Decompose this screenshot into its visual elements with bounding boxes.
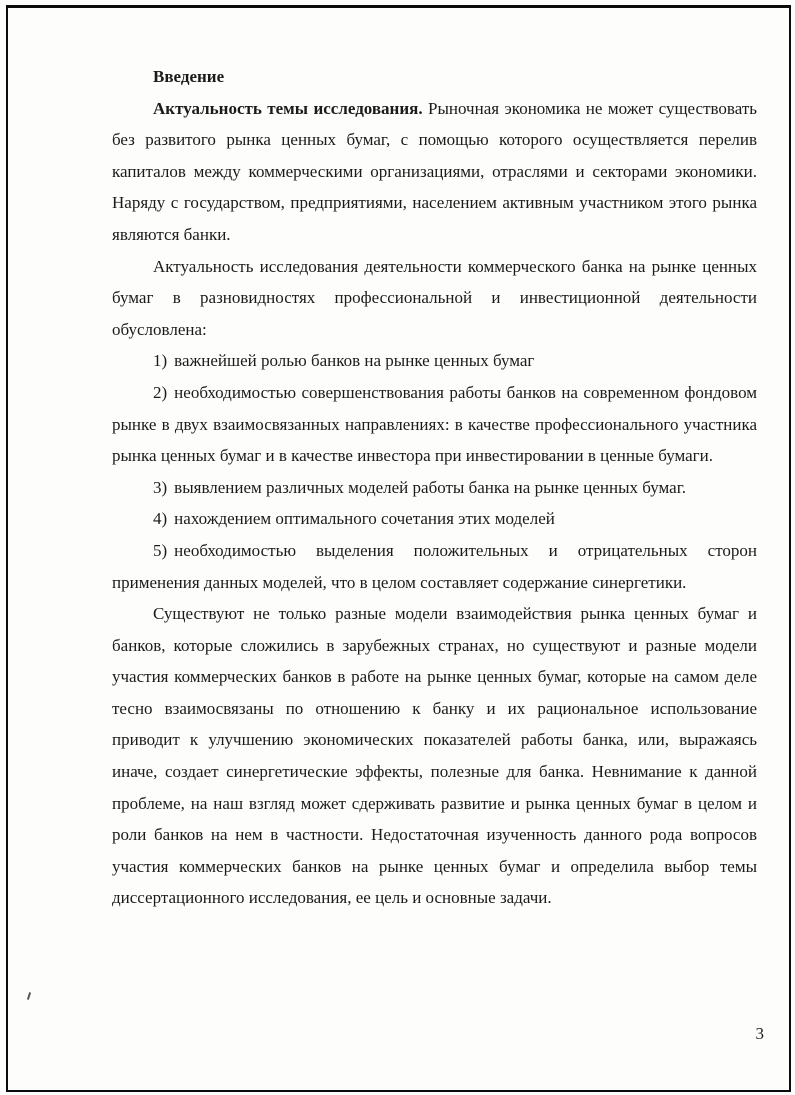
list-item xyxy=(112,472,757,504)
list-item xyxy=(112,503,757,535)
list-item-text: необходимостью выделения положительных и отрицательных сторон применения данных моделей, что в целом составляет содержание синергетики. xyxy=(112,540,757,592)
list-item-number: 5) xyxy=(153,540,168,560)
list-item xyxy=(112,535,757,598)
scan-artifact-mark xyxy=(27,992,31,1000)
list-item-text: необходимостью совершенствования работы банков на современном фондовом рынке в двух взаимосвязанных направлениях: в качестве профессионального участника рынка ценных бумаг и в качестве инвестора при инвестировании в ценные бумаги. xyxy=(112,382,757,466)
list-item-text: нахождением оптимального сочетания этих моделей xyxy=(174,509,555,529)
page-body-text xyxy=(112,61,757,914)
list-item-text: выявлением различных моделей работы банка на рынке ценных бумаг. xyxy=(174,477,687,497)
paragraph-models-discussion: Существуют не только разные модели взаимодействия рынка ценных бумаг и банков, которые сложились в зарубежных странах, но существуют и разные модели участия коммерческих банков в работе на рынке ценных бумаг, которые на самом деле тесно взаимосвязаны по отношению к банку и их рациональное использование приводит к улучшению экономических показателей работы банка, или, выражаясь иначе, создает синергетические эффекты, полезные для банка. Невнимание к данной проблеме, на наш взгляд может сдерживать развитие и рынка ценных бумаг в целом и роли банков на нем в частности. Недостаточная изученность данного рода вопросов участия коммерческих банков на рынке ценных бумаг и определила выбор темы диссертационного исследования, ее цель и основные задачи. xyxy=(112,604,757,908)
list-item xyxy=(112,377,757,472)
paragraph-research-relevance: Актуальность исследования деятельности коммерческого банка на рынке ценных бумаг в разновидностях профессиональной и инвестиционной деятельности обусловлена: xyxy=(112,256,757,339)
paragraph-lead-rest: Рыночная экономика не может существовать без развитого рынка ценных бумаг, с помощью которого осуществляется перелив капиталов между коммерческими организациями, отраслями и секторами экономики. Наряду с государством, предприятиями, населением активным участником этого рынка являются банки. xyxy=(112,98,758,244)
page-number: 3 xyxy=(755,1024,764,1043)
list-item-number: 4) xyxy=(153,509,168,529)
list-item-number: 3) xyxy=(153,477,168,497)
list-item-number: 2) xyxy=(153,382,168,402)
paragraph-bold-lead: Актуальность темы исследования. xyxy=(153,98,423,118)
paragraph-relevance xyxy=(112,93,757,251)
list-item-text: важнейшей ролью банков на рынке ценных бумаг xyxy=(174,351,535,371)
list-item xyxy=(112,345,757,377)
section-heading: Введение xyxy=(153,67,225,86)
list-item-number: 1) xyxy=(153,351,168,371)
